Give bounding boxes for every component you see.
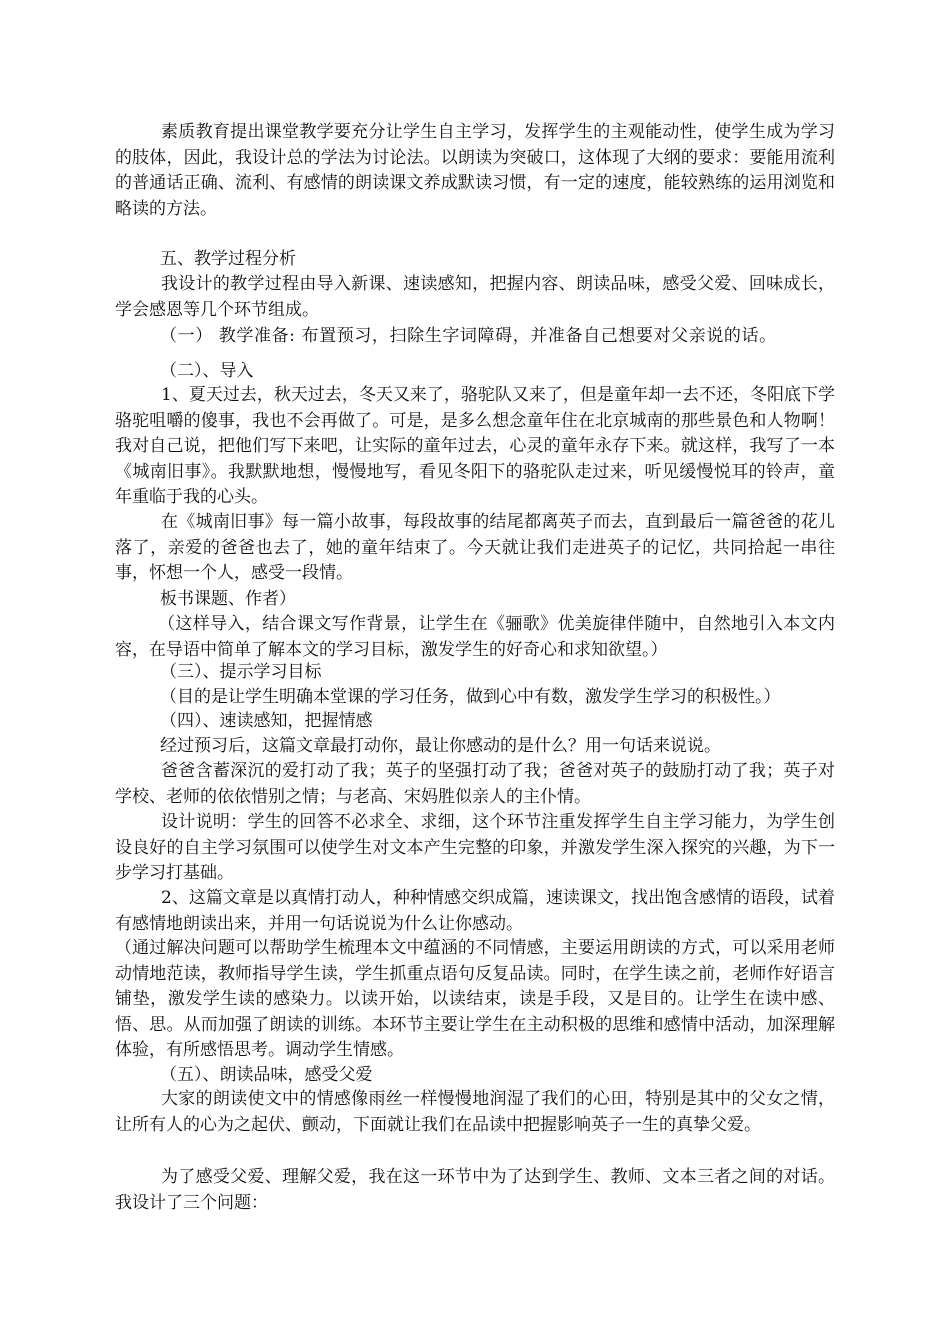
subheading-introduction: （二）、导入 <box>160 361 254 381</box>
paragraph-intro-note: （这样导入，结合课文写作背景，让学生在《骊歌》优美旋律伴随中，自然地引入本文内容，在导语中简单了解本文的学习目标，激发学生的好奇心和求知欲望。） <box>115 614 835 660</box>
note-board-title: 板书课题、作者） <box>160 589 296 609</box>
paragraph-design-note: 设计说明：学生的回答不必求全、求细，这个环节注重发挥学生自主学习能力，为学生创设良好的自主学习氛围可以使学生对文本产生完整的印象，并激发学生深入探究的兴趣，为下一步学习打基础。 <box>115 812 835 883</box>
paragraph-question-2: 2、这篇文章是以真情打动人，种种情感交织成篇，速读课文，找出饱含感情的语段，试着有感情地朗读出来，并用一句话说说为什么让你感动。 <box>115 888 835 934</box>
paragraph-learning-method: 素质教育提出课堂教学要充分让学生自主学习，发挥学生的主观能动性，使学生成为学习的肢体，因此，我设计总的学法为讨论法。以朗读为突破口，这体现了大纲的要求：要能用流利的普通话正确、流利、有感情的朗读课文养成默读习惯，有一定的速度，能较熟练的运用浏览和略读的方法。 <box>115 122 835 219</box>
subheading-learning-goals: （三）、提示学习目标 <box>160 662 322 682</box>
paragraph-reading-method-note: （通过解决问题可以帮助学生梳理本文中蕴涵的不同情感，主要运用朗读的方式，可以采用老师动情地范读，教师指导学生读，学生抓重点语句反复品读。同时，在学生读之前，老师作好语言铺垫，激发学生读的感染力。以读开始，以读结束，读是手段，又是目的。让学生在读中感、悟、思。从而加强了朗读的训练。本环节主要让学生在主动积极的思维和感情中活动，加深理解体验，有所感悟思考。调动学生情感。 <box>115 938 835 1060</box>
section-heading-teaching-process: 五、教学过程分析 <box>160 249 296 269</box>
paragraph-question-1: 经过预习后，这篇文章最打动你，最让你感动的是什么？用一句话来说说。 <box>160 736 721 756</box>
paragraph-intro-text-1: 1、夏天过去，秋天过去，冬天又来了，骆驼队又来了，但是童年却一去不还，冬阳底下学骆驼咀嚼的傻事，我也不会再做了。可是，是多么想念童年住在北京城南的那些景色和人物啊！我对自己说，把他们写下来吧，让实际的童年过去，心灵的童年永存下来。就这样，我写了一本《城南旧事》。我默默地想，慢慢地写，看见冬阳下的骆驼队走过来，听见缓慢悦耳的铃声，童年重临于我的心头。 <box>115 385 835 507</box>
paragraph-father-daughter-love: 大家的朗读使文中的情感像雨丝一样慢慢地润湿了我们的心田，特别是其中的父女之情，让所有人的心为之起伏、颤动，下面就让我们在品读中把握影响英子一生的真挚父爱。 <box>115 1089 835 1135</box>
subheading-preparation: （一） 教学准备: 布置预习，扫除生字词障碍，并准备自己想要对父亲说的话。 <box>160 326 777 346</box>
paragraph-three-questions-intro: 为了感受父爱、理解父爱，我在这一环节中为了达到学生、教师、文本三者之间的对话。我设计了三个问题： <box>115 1167 835 1213</box>
paragraph-goal-purpose: （目的是让学生明确本堂课的学习任务，做到心中有数，激发学生学习的积极性。） <box>160 687 781 707</box>
paragraph-process-overview: 我设计的教学过程由导入新课、速读感知，把握内容、朗读品味，感受父爱、回味成长，学会感恩等几个环节组成。 <box>115 274 835 320</box>
subheading-speed-reading: （四）、速读感知，把握情感 <box>160 711 373 731</box>
paragraph-sample-answers: 爸爸含蓄深沉的爱打动了我；英子的坚强打动了我；爸爸对英子的鼓励打动了我；英子对学校、老师的依依惜别之情；与老高、宋妈胜似亲人的主仆情。 <box>115 761 835 807</box>
subheading-reading-appreciation: （五）、朗读品味，感受父爱 <box>160 1065 373 1085</box>
paragraph-intro-text-2: 在《城南旧事》每一篇小故事，每段故事的结尾都离英子而去，直到最后一篇爸爸的花儿落了，亲爱的爸爸也去了，她的童年结束了。今天就让我们走进英子的记忆，共同拾起一串往事，怀想一个人，感受一段情。 <box>115 512 835 583</box>
